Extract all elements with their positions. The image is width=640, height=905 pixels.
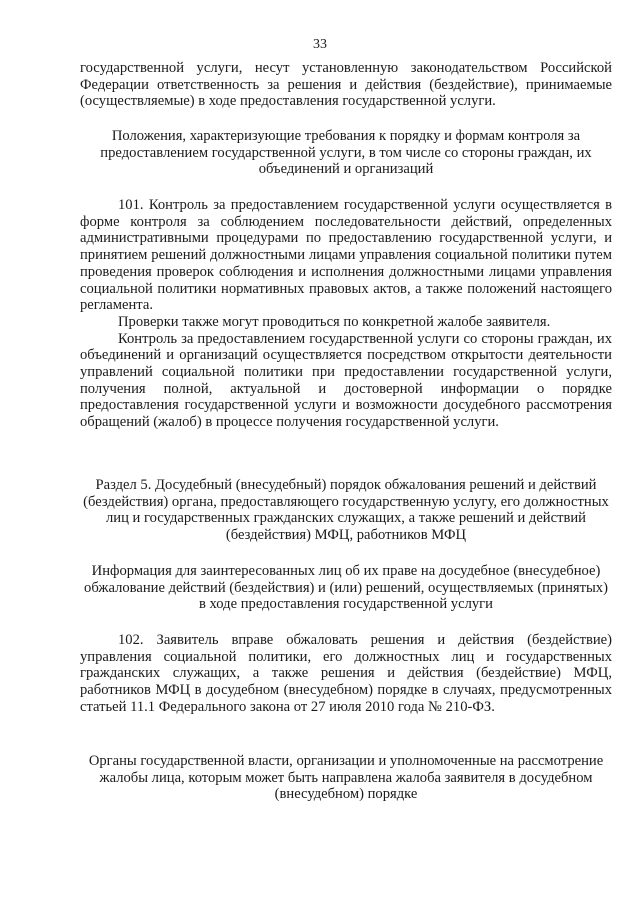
page-number: 33 (313, 37, 327, 52)
paragraph-complaint-check: Проверки также могут проводиться по конкретной жалобе заявителя. (118, 313, 551, 330)
heading-appeal-information: Информация для заинтересованных лиц об их праве на досудебное (внесудебное) обжалование действий (бездействия) и (или) решений, осуществляемых (принятых) в ходе предоставления государственной услуги (84, 563, 608, 613)
heading-control-requirements: Положения, характеризующие требования к порядку и формам контроля за предоставлением государственной услуги, в том числе со стороны граждан, их объединений и организаций (100, 128, 592, 178)
intro-paragraph-block (80, 60, 612, 110)
paragraph-citizen-control: Контроль за предоставлением государственной услуги со стороны граждан, их объединений и организаций осуществляется посредством открытости деятельности управлений социальной политики при предоставлении государственной услуги, получения полной, актуальной и достоверной информации о порядке предоставления государственной услуги и возможности досудебного рассмотрения обращений (жалоб) в процессе получения государственной услуги. (80, 330, 612, 431)
heading-complaint-authorities: Органы государственной власти, организации и уполномоченные на рассмотрение жалобы лица, которым может быть направлена жалоба заявителя в досудебном (внесудебном) порядке (88, 753, 604, 803)
intro-paragraph: государственной услуги, несут установленную законодательством Российской Федерации ответственность за решения и действия (бездействие), принимаемые (осуществляемые) в ходе предоставления государственной услуги. (80, 60, 612, 110)
paragraph-102: 102. Заявитель вправе обжаловать решения и действия (бездействие) управления социальной политики, его должностных лиц и государственных гражданских служащих, а также решения и действия (бездействие) МФЦ, работников МФЦ в досудебном (внесудебном) порядке в случаях, предусмотренных статьей 11.1 Федерального закона от 27 июля 2010 года № 210-ФЗ. (80, 632, 612, 715)
heading-section-5: Раздел 5. Досудебный (внесудебный) порядок обжалования решений и действий (бездействия) органа, предоставляющего государственную услугу, его должностных лиц и государственных гражданских служащих, а также решений и действий (бездействия) МФЦ, работников МФЦ (83, 477, 609, 544)
control-section-body (80, 197, 612, 431)
paragraph-101: 101. Контроль за предоставлением государственной услуги осуществляется в форме контроля за соблюдением последовательности действий, определенных административными процедурами по предоставлению государственной услуги, и принятием решений должностными лицами управления социальной политики путем проведения проверок соблюдения и исполнения должностными лицами управления социальной политики нормативных правовых актов, а также положений настоящего регламента. (80, 197, 612, 314)
section-5-body (80, 632, 612, 716)
